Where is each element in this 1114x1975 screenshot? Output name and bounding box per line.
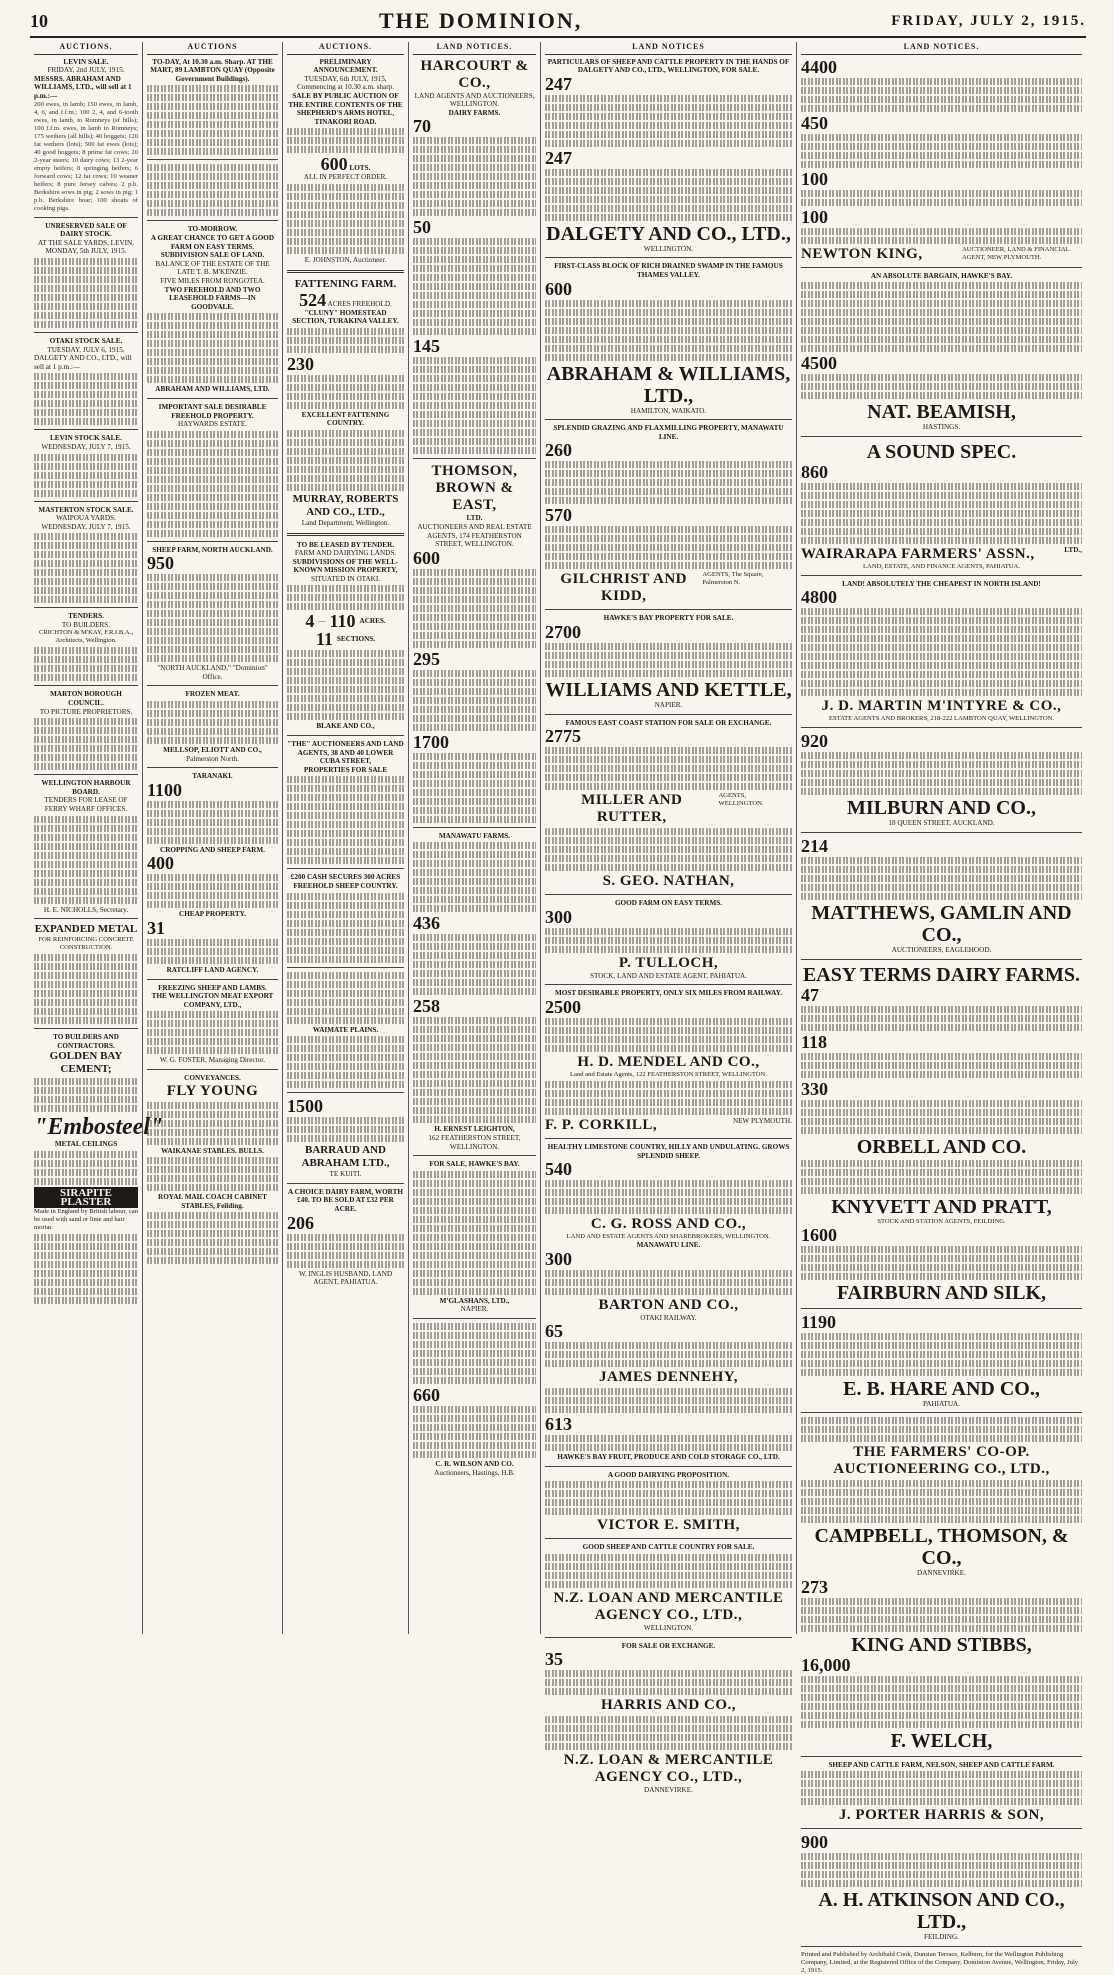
fattening-farm: FATTENING FARM. [294, 277, 397, 290]
waikanae-stables: WAIKANAE STABLES. BULLS. [161, 1146, 264, 1155]
mglashans-sub: NAPIER. [460, 1305, 489, 1314]
thomson-ltd: LTD. [466, 514, 483, 523]
two-freehold: TWO FREEHOLD AND TWO LEASEHOLD FARMS—IN GOODVALE. [164, 285, 261, 311]
subdivisions: SUBDIVISIONS OF THE WELL-KNOWN MISSION PROPERTY, [292, 557, 399, 575]
sheep-cattle-country: GOOD SHEEP AND CATTLE COUNTRY FOR SALE. [582, 1543, 755, 1552]
mellsop-address: Palmerston North. [186, 754, 239, 763]
column-land-notices-3 [796, 42, 1086, 1974]
victor-smith: VICTOR E. SMITH, [597, 1517, 740, 1534]
nz-loan-sub: WELLINGTON. [643, 1624, 694, 1633]
sirapite-sub: Made in England by British labour, can be used with sand or lime and hair mortar. [34, 1208, 138, 1232]
miller-rutter: MILLER AND RUTTER, [581, 792, 683, 826]
thomson-brown-east: THOMSON, BROWN & EAST, [431, 463, 518, 514]
otaki-sale-date: TUESDAY, JULY 6, 1915. [47, 345, 125, 354]
matthews-sub: AUCTIONEERS, EAGLEHOOD. [891, 945, 992, 954]
acres-570: 570 [545, 505, 572, 526]
mendel-co: H. D. MENDEL AND CO., [577, 1053, 760, 1070]
acres-16000: 16,000 [801, 1654, 851, 1675]
sheep-farm-north: SHEEP FARM, NORTH AUCKLAND. [152, 545, 273, 554]
unreserved-sale-date: MONDAY, 5th JULY, 1915. [45, 247, 127, 256]
acres-600: 600 [413, 547, 440, 568]
sections-word: SECTIONS. [336, 635, 376, 644]
inglis-husband: W. INGLIS HUSBAND, LAND AGENT, PAHIATUA. [298, 1269, 393, 1287]
properties-for-sale: PROPERTIES FOR SALE [303, 765, 388, 774]
acres-300: 300 [545, 906, 572, 927]
acres-230: 230 [287, 353, 314, 374]
miller-sub: AGENTS, WELLINGTON. [718, 792, 764, 808]
north-auckland-office: "NORTH AUCKLAND," "Dominion" Office. [157, 664, 268, 681]
sale-auction: SALE BY PUBLIC AUCTION OF THE ENTIRE CONTENTS OF THE SHEPHERD'S ARMS HOTEL, TINAKORI ROAD. [288, 91, 403, 126]
blake-co: BLAKE AND CO., [316, 722, 375, 731]
acres-4800: 4800 [801, 587, 837, 608]
column-header: AUCTIONS. [287, 42, 404, 55]
farm-dairying: FARM AND DAIRYING LANDS. [294, 549, 397, 558]
dalgety-co: DALGETY AND CO., LTD., [546, 222, 791, 245]
range-unit: ACRES. [359, 617, 386, 626]
masthead [30, 6, 1086, 38]
acres-35: 35 [545, 1649, 563, 1670]
sound-spec: A SOUND SPEC. [866, 440, 1017, 463]
thomson-sub: AUCTIONEERS AND REAL ESTATE AGENTS, 174 FEATHERSTON STREET, WELLINGTON. [417, 522, 532, 549]
p-tulloch: P. TULLOCH, [618, 954, 719, 971]
nz-loan-2: N.Z. LOAN & MERCANTILE AGENCY CO., LTD., [563, 1752, 774, 1786]
harcourt-co: HARCOURT & CO., [420, 57, 529, 91]
corkill-sub: NEW PLYMOUTH. [732, 1116, 792, 1125]
barton-co: BARTON AND CO., [598, 1296, 739, 1313]
levin-sale-date: FRIDAY, 2nd JULY, 1915. [47, 66, 125, 75]
farmers-coop: THE FARMERS' CO-OP. AUCTIONEERING CO., LTD., [833, 1444, 1050, 1478]
prelim-time: Commencing at 10.30 a.m. sharp. [296, 83, 394, 92]
sections-count: 11 [315, 629, 333, 650]
five-miles: FIVE MILES FROM RONGOTEA. [160, 276, 265, 285]
most-desirable: MOST DESIRABLE PROPERTY, ONLY SIX MILES FROM RAILWAY. [554, 989, 783, 998]
acres-920: 920 [801, 731, 828, 752]
expanded-metal-heading: EXPANDED METAL [34, 923, 138, 936]
acres-31: 31 [147, 918, 165, 939]
acres-258: 258 [413, 996, 440, 1017]
acres-2500: 2500 [545, 996, 581, 1017]
barton-sub: OTAKI RAILWAY. [640, 1313, 697, 1322]
golden-bay-cement: GOLDEN BAY CEMENT; [49, 1050, 123, 1076]
hawkes-bay-sale: FOR SALE, HAWKE'S BAY. [429, 1160, 520, 1169]
hawkes-bay-fruit: HAWKE'S BAY FRUIT, PRODUCE AND COLD STORAGE CO., LTD. [557, 1453, 780, 1462]
acres-145: 145 [413, 336, 440, 357]
tomorrow-heading: TO-MORROW. [187, 225, 238, 234]
acres-900: 900 [801, 1832, 828, 1853]
splendid-grazing: SPLENDID GRAZING AND FLAXMILLING PROPERTY, MANAWATU LINE. [553, 424, 784, 441]
levin-sale-firm: MESSRS. ABRAHAM AND WILLIAMS, LTD., will sell at 1 p.m.:— [34, 74, 132, 100]
embosteel-logo: "Embosteel" [34, 1114, 164, 1141]
acres-100b: 100 [801, 206, 828, 227]
acres-2775: 2775 [545, 726, 581, 747]
levin-stock-sale-date: WEDNESDAY, JULY 7, 1915. [41, 442, 131, 451]
ratcliff-agency: RATCLIFF LAND AGENCY. [166, 966, 259, 975]
barraud-abraham: BARRAUD AND ABRAHAM LTD., [301, 1144, 390, 1170]
acres-1190: 1190 [801, 1311, 837, 1332]
good-dairying: A GOOD DAIRYING PROPOSITION. [607, 1470, 730, 1479]
acres-524: 524 [299, 289, 327, 310]
acres-1700: 1700 [413, 731, 449, 752]
absolute-bargain: AN ABSOLUTE BARGAIN, HAWKE'S BAY. [870, 271, 1013, 280]
cheapest-land: LAND! ABSOLUTELY THE CHEAPEST IN NORTH ISLAND! [842, 579, 1041, 588]
james-dennehy: JAMES DENNEHY, [599, 1369, 738, 1386]
royal-mail: ROYAL MAIL COACH CABINET STABLES, Feilding. [158, 1193, 267, 1210]
wairarapa-ltd: LTD., [1064, 545, 1082, 554]
nat-beamish: NAT. BEAMISH, [867, 401, 1016, 424]
tenders-architects: CRICHTON & M'KAY, F.R.I.B.A., Architects, Wellington. [39, 629, 133, 645]
corkill: F. P. CORKILL, [545, 1116, 658, 1133]
printer-imprint: Printed and Published by Archibald Cook, Dunstan Terrace, Kelburn, for the Wellington Publishing Company, Limited, at the Registered Office of the Company, Dominion Avenue, Wellington, Friday, July 2, 1915. [801, 1950, 1079, 1974]
column-auctions-2 [142, 42, 282, 1634]
acres-273: 273 [801, 1576, 828, 1597]
campbell-thomson: CAMPBELL, THOMSON, & CO., [814, 1525, 1069, 1570]
column-auctions-3: AUCTIONS. PRELIMINARY ANNOUNCEMENT. TUESDAY, 6th JULY, 1915, Commencing at 10.30 a.m. sharp. SALE BY PUBLIC AUCTION OF THE ENTIRE CONTENTS OF THE SHEPHERD'S ARMS HOTEL, TINAKORI ROAD. 600 LOTS. ALL IN PERFECT ORDER. E. JOHNSTON, Auctioneer. FATTENING FARM. 524 ACRES FREEHOLD. "CLUNY" HOMESTEAD SECTION, TURAKINA VALLEY. 230 EXCELLENT FATTENING COUNTRY. MURRAY, ROBERTS AND CO., LTD., Land Department, Wellington. TO BE LEASED BY TENDER. FARM AND DAIRYING LANDS. SUBDIVISIONS OF THE WELL-KNOWN MISSION PROPERTY, SITUATED IN OTAKI. 4 — 110 ACRES. 11 SECTIONS. BLAKE AND CO., "THE" AUCTIONEERS AND LAND AGENTS, 38 AND 40 LOWER CUBA STREET, PROPERTIES FOR SALE £200 CASH SECURES 300 ACRES FREEHOLD SHEEP COUNTRY. WAIMATE PLAINS. 1500 BARRAUD AND ABRAHAM LTD., TE KUITI. A CHOICE DAIRY FARM, WORTH £40. TO BE SOLD AT £32 PER ACRE. 206 W. INGLIS HUSBAND, LAND AGENT, PAHIATUA. [282, 42, 408, 1634]
column-header: AUCTIONS. [34, 42, 138, 55]
column-land-notices-1 [408, 42, 540, 1634]
hayward-estate: HAYWARDS ESTATE. [177, 420, 248, 429]
estate-balance: BALANCE OF THE ESTATE OF THE LATE T. B. M'KENZIE. [155, 259, 270, 277]
fly-young: FLY YOUNG [166, 1082, 259, 1099]
great-chance: A GREAT CHANCE TO GET A GOOD FARM ON EASY TERMS. [150, 233, 275, 251]
beamish-sub: HASTINGS. [922, 423, 961, 432]
dalgety-sub: WELLINGTON. [643, 244, 694, 253]
acres-330: 330 [801, 1078, 828, 1099]
issue-date: FRIDAY, JULY 2, 1915. [891, 12, 1086, 29]
acres-660: 660 [413, 1384, 440, 1405]
unreserved-sale-heading: UNRESERVED SALE OF DAIRY STOCK. [45, 221, 127, 239]
cash-secures: £200 CASH SECURES 300 ACRES FREEHOLD SHEEP COUNTRY. [290, 873, 401, 891]
tenders-builders: TO BUILDERS. [61, 620, 111, 629]
wellington-meat: THE WELLINGTON MEAT EXPORT COMPANY, LTD., [151, 992, 274, 1009]
freezing-heading: FREEZING SHEEP AND LAMBS. [158, 983, 267, 992]
cheap-property: CHEAP PROPERTY. [179, 910, 246, 919]
nz-loan: N.Z. LOAN AND MERCANTILE AGENCY CO., LTD., [553, 1590, 784, 1624]
cluny-homestead: "CLUNY" HOMESTEAD SECTION, TURAKINA VALLEY. [292, 308, 399, 326]
gilchrist-kidd: GILCHRIST AND KIDD, [560, 571, 688, 605]
levin-sale-heading: LEVIN SALE. [63, 57, 109, 66]
easy-terms: EASY TERMS DAIRY FARMS. [802, 963, 1081, 986]
mellsop-firm: MELLSOP, ELIOTT AND CO., [163, 746, 262, 755]
abraham-williams: ABRAHAM & WILLIAMS, LTD., [546, 362, 791, 407]
acres-70: 70 [413, 116, 431, 137]
wairarapa-farmers: WAIRARAPA FARMERS' ASSN., [801, 545, 1035, 562]
acres-450: 450 [801, 112, 828, 133]
column-header: LAND NOTICES. [413, 42, 536, 55]
embosteel-sub: METAL CEILINGS [54, 1140, 118, 1149]
porter-harris: J. PORTER HARRIS & SON, [838, 1807, 1045, 1824]
acres-540: 540 [545, 1159, 572, 1180]
foster-director: W. G. FOSTER, Managing Director. [159, 1056, 266, 1065]
good-farm: GOOD FARM ON EASY TERMS. [614, 899, 723, 908]
king-stibbs: KING AND STIBBS, [851, 1633, 1032, 1656]
choice-dairy: A CHOICE DAIRY FARM, WORTH £40. TO BE SOLD AT £32 PER ACRE. [288, 1187, 403, 1213]
levin-stock-sale-heading: LEVIN STOCK SALE. [50, 434, 122, 443]
leighton-address: 162 FEATHERSTON STREET, WELLINGTON. [428, 1133, 521, 1151]
mcintyre-sub: ESTATE AGENTS AND BROKERS, 218-222 LAMBTON QUAY, WELLINGTON. [828, 715, 1055, 723]
harris-co: HARRIS AND CO., [600, 1697, 736, 1714]
conveyances-heading: CONVEYANCES. [184, 1074, 241, 1082]
manawatu-farms: MANAWATU FARMS. [438, 831, 511, 840]
hare-sub: PAHIATUA. [922, 1399, 961, 1408]
swamp-heading: FIRST-CLASS BLOCK OF RICH DRAINED SWAMP IN THE FAMOUS THAMES VALLEY. [554, 262, 783, 279]
acres-295: 295 [413, 648, 440, 669]
harbour-tenders: TENDERS FOR LEASE OF FERRY WHARF OFFICES. [44, 796, 128, 814]
fairburn-silk: FAIRBURN AND SILK, [836, 1281, 1047, 1304]
knyvett-pratt: KNYVETT AND PRATT, [831, 1195, 1052, 1218]
acres-860: 860 [801, 461, 828, 482]
wilson-co: C. R. WILSON AND CO. [435, 1459, 514, 1468]
mendel-sub: Land and Estate Agents, 122 FEATHERSTON STREET, WELLINGTON. [570, 1070, 767, 1078]
harcourt-sub: LAND AGENTS AND AUCTIONEERS, WELLINGTON. [414, 91, 535, 109]
atkinson-sub: FEILDING. [924, 1933, 959, 1942]
johnston-auctioneer: E. JOHNSTON, Auctioneer. [304, 255, 387, 264]
leighton: H. ERNEST LEIGHTON, [434, 1125, 515, 1134]
acres-118: 118 [801, 1031, 828, 1052]
the-auctioneers: "THE" AUCTIONEERS AND LAND AGENTS, 38 AND 40 LOWER CUBA STREET, [287, 740, 404, 766]
acres-400: 400 [147, 853, 174, 874]
perfect-order: ALL IN PERFECT ORDER. [303, 173, 388, 182]
otaki-sale-heading: OTAKI STOCK SALE. [49, 336, 123, 345]
subdivision-sale: SUBDIVISION SALE OF LAND. [160, 251, 265, 260]
builders-contractors-heading: TO BUILDERS AND CONTRACTORS. [53, 1033, 119, 1050]
acres-freehold: ACRES FREEHOLD. [327, 299, 392, 308]
unreserved-sale-where: AT THE SALE YARDS, LEVIN. [37, 238, 135, 247]
column-header: LAND NOTICES [545, 42, 792, 55]
acres-436: 436 [413, 913, 440, 934]
acres-1100: 1100 [147, 779, 183, 800]
excellent-country: EXCELLENT FATTENING COUNTRY. [301, 410, 390, 428]
famous-station: FAMOUS EAST COAST STATION FOR SALE OR EXCHANGE. [565, 718, 772, 727]
tulloch-sub: STOCK, LAND AND ESTATE AGENT, PAHIATUA. [589, 971, 747, 980]
harbour-secretary: H. E. NICHOLLS, Secretary. [43, 905, 129, 914]
waipoua-yards: WAIPOUA YARDS. [56, 514, 116, 523]
dalgety-particulars: PARTICULARS OF SHEEP AND CATTLE PROPERTY IN THE HANDS OF DALGETY AND CO., LTD., WELLINGTON, FOR SALE. [547, 57, 790, 75]
acres-50: 50 [413, 217, 431, 238]
atkinson-co: A. H. ATKINSON AND CO., LTD., [818, 1889, 1065, 1934]
acres-4500: 4500 [801, 353, 837, 374]
tenders-heading: TENDERS. [68, 612, 104, 621]
murray-roberts: MURRAY, ROBERTS AND CO., LTD., [292, 492, 399, 518]
acres-47: 47 [801, 984, 819, 1005]
gilchrist-sub: AGENTS, The Square, Palmerston N. [702, 571, 764, 587]
prelim-announcement: PRELIMINARY ANNOUNCEMENT. [313, 57, 378, 75]
abraham-sub: HAMILTON, WAIKATO. [630, 406, 707, 415]
otaki-sale-firm: DALGETY AND CO., LTD., will sell at 1 p.m.:— [34, 354, 132, 371]
column-header: LAND NOTICES. [801, 42, 1082, 55]
to-be-leased: TO BE LEASED BY TENDER. [296, 540, 395, 549]
acres-4400: 4400 [801, 56, 837, 77]
waimate-plains: WAIMATE PLAINS. [312, 1025, 379, 1034]
acres-247b: 247 [545, 147, 572, 168]
acres-65: 65 [545, 1321, 563, 1342]
knyvett-sub: STOCK AND STATION AGENTS, FEILDING. [877, 1217, 1006, 1225]
acres-1500: 1500 [287, 1096, 323, 1117]
acres-247a: 247 [545, 73, 572, 94]
martin-mcintyre: J. D. MARTIN M'INTYRE & CO., [821, 698, 1062, 715]
barraud-sub: TE KUITI. [329, 1170, 362, 1179]
expanded-metal-sub: FOR REINFORCING CONCRETE CONSTRUCTION. [38, 936, 134, 952]
frozen-meat: FROZEN MEAT. [185, 690, 240, 699]
hare-co: E. B. HARE AND CO., [843, 1377, 1040, 1400]
williams-kettle: WILLIAMS AND KETTLE, [545, 678, 792, 701]
dairy-farms: DAIRY FARMS. [448, 108, 501, 117]
lambton-sale: TO-DAY, At 10.30 a.m. Sharp. AT THE MART, 89 LAMBTON QUAY (Opposite Government Buildings). [150, 57, 275, 83]
acres-613: 613 [545, 1414, 572, 1435]
acres-1600: 1600 [801, 1224, 837, 1245]
newton-king: NEWTON KING, [801, 245, 923, 262]
column-header: AUCTIONS [147, 42, 278, 55]
acres-950: 950 [147, 553, 174, 574]
taranaki-heading: TARANAKI. [192, 772, 233, 781]
lots-word: LOTS. [349, 164, 371, 173]
healthy-country: HEALTHY LIMESTONE COUNTRY, HILLY AND UNDULATING. GROWS SPLENDID SHEEP. [547, 1142, 790, 1160]
harbour-board-heading: WELLINGTON HARBOUR BOARD. [41, 779, 131, 796]
levin-sale-lots: 200 ewes, in lamb; 150 ewes, in lamb, 4, 6, and f.f.m.; 100 2, 4, and 6-tooth ewes, in lamb, to Romneys (sf hills); 100 f.f.m. ewes, in lamb to Romneys; 175 wethers (all hills); 40 hoggets; 120 fat wethers (lots); 500 fat ewes (lots); 40 good hoggets; 8 prime fat cows; 20 2-year steers; 10 dairy cows; 13 2-year empty heifers; 8 springing heifers; 6 forward cows; 12 fat cows; 10 weaner heifers; 8 pure Jersey calves; 2 p.b. Berkshire sows in pig; 2 sows in pig; 1 p.b. Berkshire boar; 100 shoats of cooking pigs. [34, 100, 138, 212]
sirapite-plaster: SIRAPITE PLASTER [34, 1187, 138, 1208]
hawkes-bay-property: HAWKE'S BAY PROPERTY FOR SALE. [603, 614, 734, 623]
range-from: 4 [305, 611, 315, 632]
matthews-gamlin: MATTHEWS, GAMLIN AND CO., [811, 901, 1072, 946]
manawatu-line: MANAWATU LINE. [636, 1241, 701, 1250]
situated-otaki: SITUATED IN OTAKI. [310, 574, 381, 583]
marton-council-heading: MARTON BOROUGH COUNCIL. [50, 690, 122, 708]
lots-600: 600 [320, 154, 348, 175]
sale-exchange: FOR SALE OR EXCHANGE. [621, 1641, 716, 1650]
f-welch: F. WELCH, [890, 1729, 993, 1752]
cropping-heading: CROPPING AND SHEEP FARM. [160, 845, 265, 854]
dannevirke: DANNEVIRKE. [644, 1786, 693, 1795]
milburn-sub: 18 QUEEN STREET, AUCKLAND. [888, 819, 995, 828]
wilson-sub: Auctioneers, Hastings, H.B. [434, 1468, 515, 1477]
acres-600-swamp: 600 [545, 278, 572, 299]
newspaper-title: THE DOMINION, [378, 8, 583, 33]
wairarapa-sub: LAND, ESTATE, AND FINANCE AGENTS, PAHIATUA. [863, 562, 1020, 570]
prelim-date: TUESDAY, 6th JULY, 1915, [304, 74, 387, 83]
acres-300b: 300 [545, 1248, 572, 1269]
acres-206: 206 [287, 1212, 314, 1233]
acres-2700: 2700 [545, 621, 581, 642]
masterton-sale-heading: MASTERTON STOCK SALE. [38, 505, 134, 514]
milburn-co: MILBURN AND CO., [847, 797, 1036, 820]
murray-sub: Land Department, Wellington. [301, 518, 390, 527]
column-land-notices-2 [540, 42, 796, 1795]
firm-abraham-williams: ABRAHAM AND WILLIAMS, LTD. [155, 385, 270, 394]
ross-sub: LAND AND ESTATE AGENTS AND SHAREBROKERS, WELLINGTON. [566, 1233, 771, 1241]
newton-sub: AUCTIONEER, LAND & FINANCIAL AGENT, NEW PLYMOUTH. [962, 245, 1070, 261]
acres-214: 214 [801, 835, 828, 856]
range-to: 110 [329, 611, 356, 632]
campbell-sub: DANNEVIRKE. [917, 1569, 966, 1578]
acres-260: 260 [545, 440, 572, 461]
orbell-co: ORBELL AND CO. [856, 1135, 1027, 1158]
picture-proprietors: TO PICTURE PROPRIETORS. [39, 707, 133, 716]
masterton-sale-date: WEDNESDAY, JULY 7, 1915. [41, 522, 131, 531]
williams-napier: NAPIER. [654, 700, 683, 709]
page-number: 10 [30, 10, 48, 31]
geo-nathan: S. GEO. NATHAN, [602, 873, 735, 890]
ross-co: C. G. ROSS AND CO., [590, 1216, 747, 1233]
property-sale: IMPORTANT SALE DESIRABLE FREEHOLD PROPERTY. [158, 402, 267, 420]
acres-100a: 100 [801, 168, 828, 189]
mglashans: M'GLASHANS, LTD., [439, 1296, 510, 1305]
sheep-cattle-nelson: SHEEP AND CATTLE FARM, NELSON, SHEEP AND CATTLE FARM. [828, 1760, 1055, 1769]
